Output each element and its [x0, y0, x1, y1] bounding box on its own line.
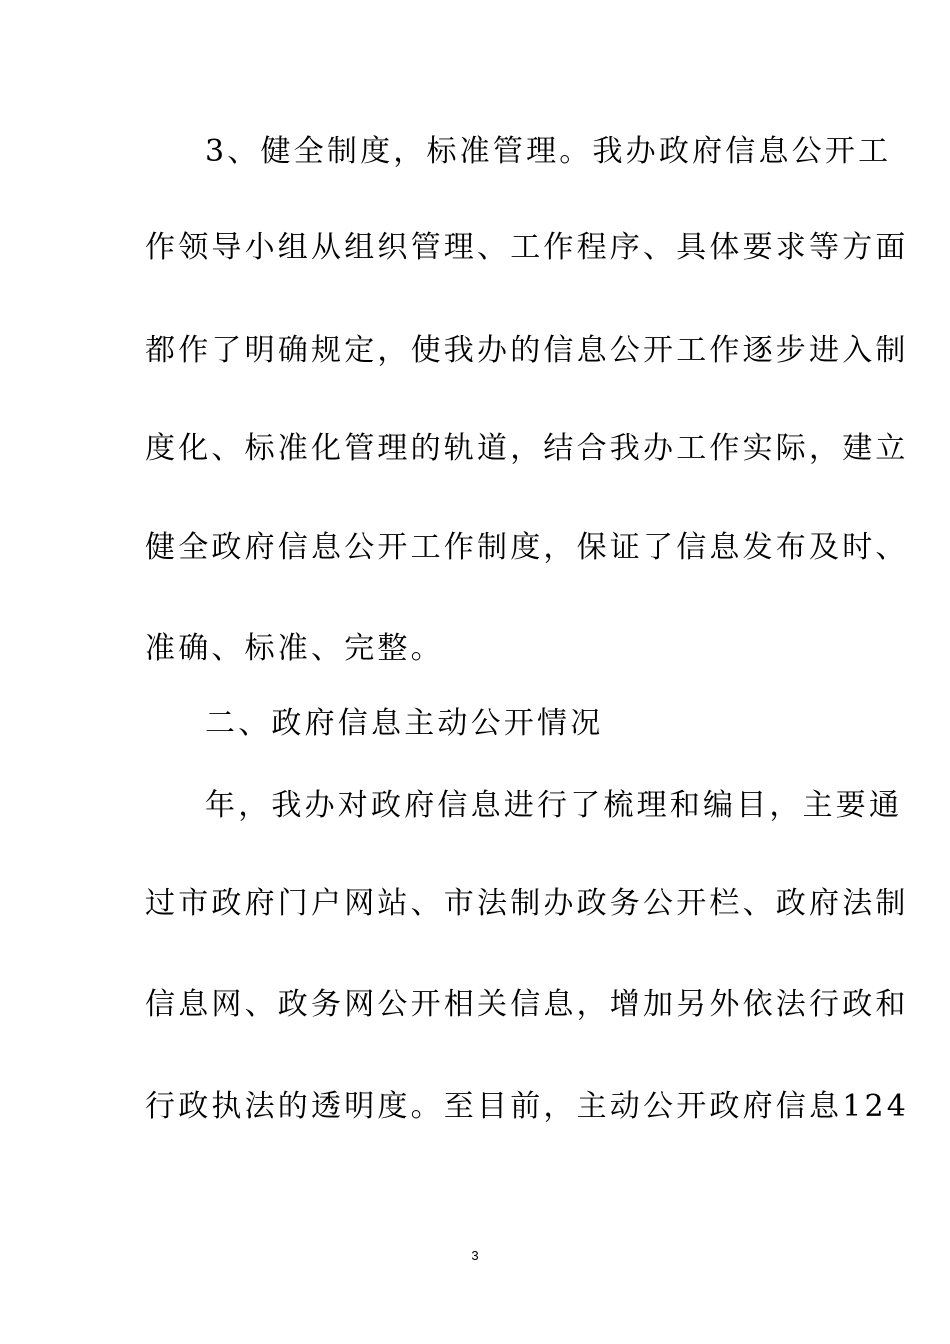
page-number: 3	[471, 1248, 479, 1263]
paragraph-line: 行政执法的透明度。至目前，主动公开政府信息124	[145, 1089, 910, 1124]
paragraph-line: 过市政府门户网站、市法制办政务公开栏、政府法制	[145, 886, 909, 921]
paragraph-line: 健全政府信息公开工作制度，保证了信息发布及时、	[145, 530, 909, 565]
paragraph-line: 准确、标准、完整。	[145, 631, 444, 666]
paragraph-line: 信息网、政务网公开相关信息，增加另外依法行政和	[145, 987, 909, 1022]
section-heading: 二、政府信息主动公开情况	[205, 706, 604, 741]
paragraph-line: 度化、标准化管理的轨道，结合我办工作实际，建立	[145, 431, 909, 466]
paragraph-line: 都作了明确规定，使我办的信息公开工作逐步进入制	[145, 333, 909, 368]
paragraph-line: 年，我办对政府信息进行了梳理和编目，主要通	[205, 788, 903, 823]
paragraph-line: 3、健全制度，标准管理。我办政府信息公开工	[205, 134, 892, 169]
paragraph-line: 作领导小组从组织管理、工作程序、具体要求等方面	[145, 230, 909, 265]
